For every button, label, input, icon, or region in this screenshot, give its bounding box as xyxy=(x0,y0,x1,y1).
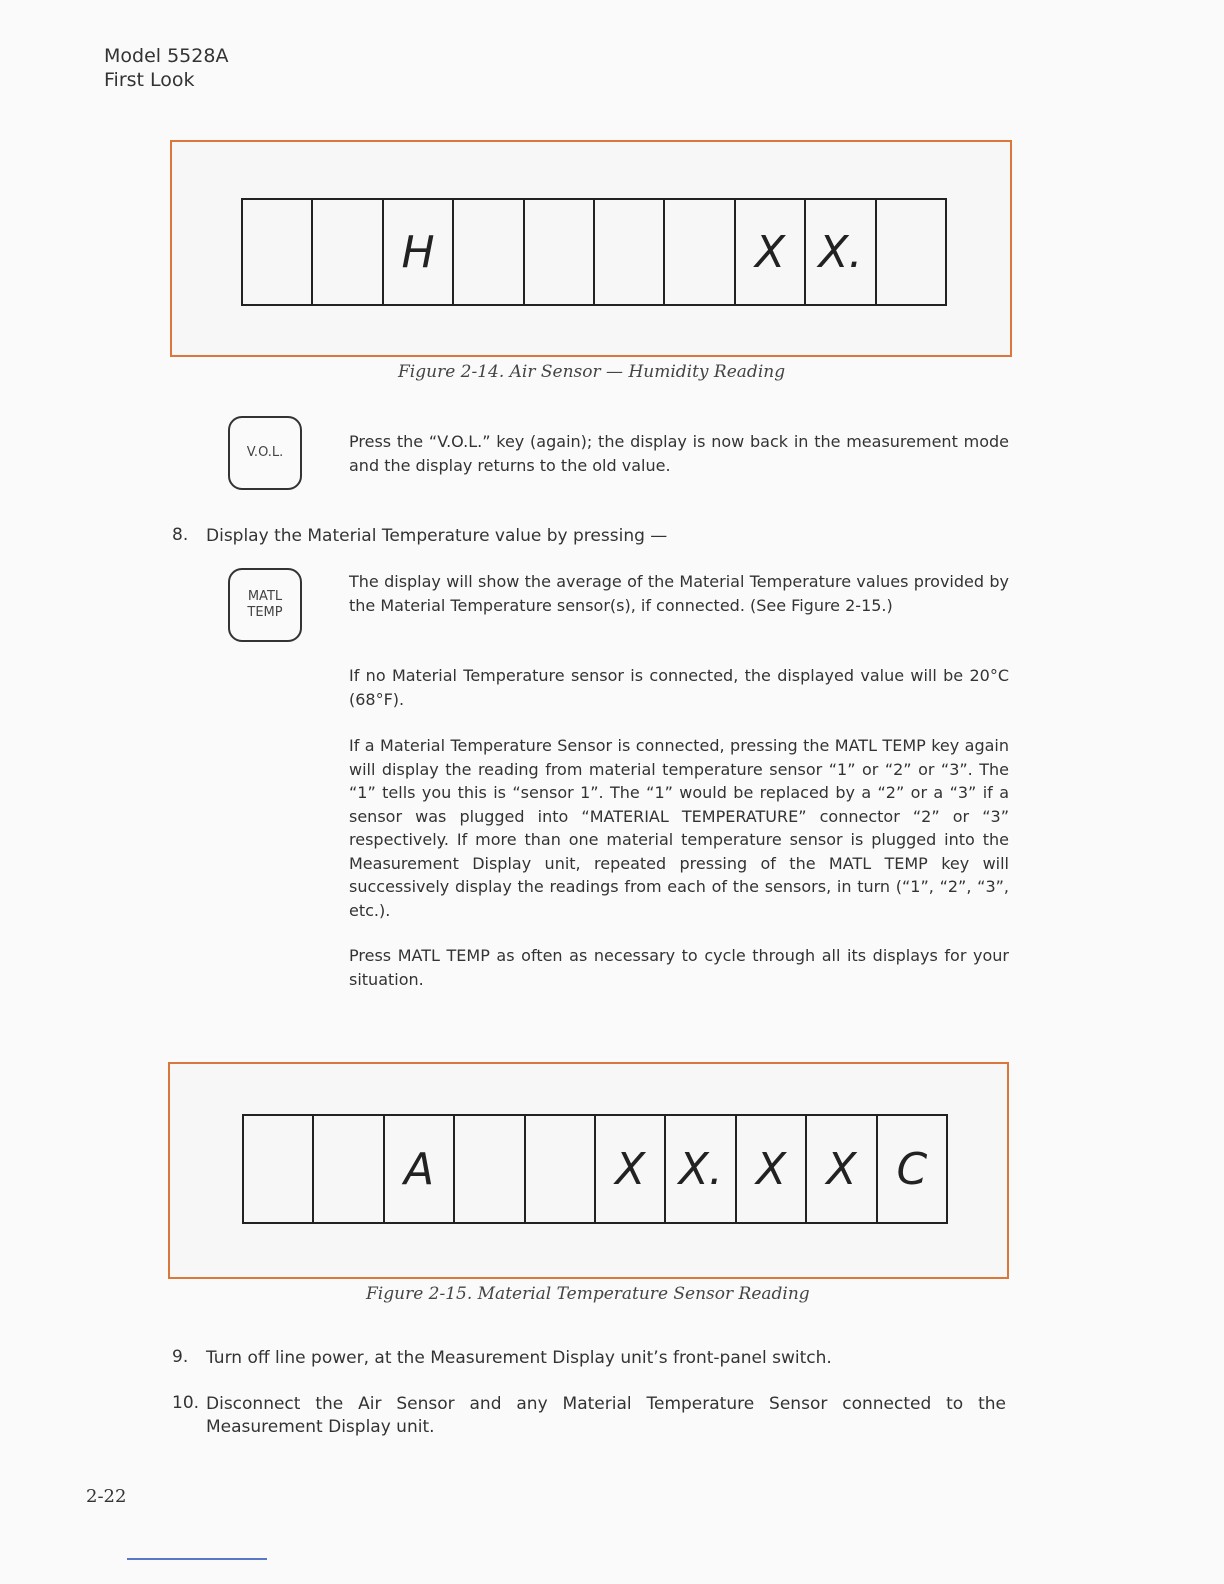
display-digits-humidity xyxy=(241,198,947,306)
step-8-number: 8. xyxy=(172,525,189,545)
matl-temp-key-icon xyxy=(228,568,302,642)
digit-cell: X. xyxy=(666,1116,736,1222)
digit-cell xyxy=(877,200,945,304)
step-9-text: Turn off line power, at the Measurement Display unit’s front-panel switch. xyxy=(206,1348,832,1368)
matl-paragraph-2: If no Material Temperature sensor is connected, the displayed value will be 20°C (68°F). xyxy=(349,666,1009,709)
digit-cell: X xyxy=(807,1116,877,1222)
digit-cell xyxy=(665,200,735,304)
display-digits-material-temp xyxy=(242,1114,948,1224)
header-model: Model 5528A xyxy=(104,45,229,67)
digit-cell xyxy=(243,200,313,304)
digit-cell: A xyxy=(385,1116,455,1222)
figure-2-14-box xyxy=(170,140,1012,357)
digit-cell xyxy=(455,1116,525,1222)
figure-2-14-caption: Figure 2-14. Air Sensor — Humidity Reading xyxy=(398,362,786,382)
matl-paragraph-4: Press MATL TEMP as often as necessary to cycle through all its displays for your situation. xyxy=(349,946,1009,989)
digit-cell xyxy=(244,1116,314,1222)
figure-2-15-caption: Figure 2-15. Material Temperature Sensor Reading xyxy=(366,1284,810,1304)
digit-cell xyxy=(595,200,665,304)
digit-cell: X xyxy=(736,200,806,304)
digit-cell xyxy=(454,200,524,304)
vol-key-label: V.O.L. xyxy=(246,445,284,460)
matl-key-line1: MATL xyxy=(247,589,283,604)
vol-instruction: Press the “V.O.L.” key (again); the display is now back in the measurement mode and the display returns to the old value. xyxy=(349,432,1009,475)
step-10-text: Disconnect the Air Sensor and any Material Temperature Sensor connected to the Measurement Display unit. xyxy=(206,1394,1006,1437)
page-number: 2-22 xyxy=(86,1486,127,1507)
matl-key-line2: TEMP xyxy=(247,605,283,620)
footer-rule xyxy=(127,1558,267,1560)
step-10-number: 10. xyxy=(172,1393,200,1413)
header-section: First Look xyxy=(104,69,195,91)
digit-cell xyxy=(526,1116,596,1222)
digit-cell: C xyxy=(896,1143,928,1195)
step-9-number: 9. xyxy=(172,1347,189,1367)
digit-cell xyxy=(314,1116,384,1222)
matl-paragraph-1: The display will show the average of the Material Temperature values provided by the Material Temperature sensor(s), if connected. (See Figure 2-15.) xyxy=(349,572,1009,615)
step-8-text: Display the Material Temperature value by pressing — xyxy=(206,526,668,546)
digit-cell: X xyxy=(596,1116,666,1222)
digit-cell xyxy=(313,200,383,304)
figure-2-15-box xyxy=(168,1062,1009,1279)
digit-cell: X xyxy=(737,1116,807,1222)
digit-cell: H xyxy=(384,200,454,304)
running-header xyxy=(104,44,228,92)
digit-cell xyxy=(525,200,595,304)
digit-cell: X. xyxy=(806,200,876,304)
matl-paragraph-3: If a Material Temperature Sensor is connected, pressing the MATL TEMP key again will display the reading from material temperature sensor “1” or “2” or “3”. The “1” tells you this is “sensor 1”. The “1” would be replaced by a “2” or a “3” if a sensor was plugged into “MATERIAL TEMPERATURE” connector “2” or “3” respectively. If more than one material temperature sensor is plugged into the Measurement Display unit, repeated pressing of the MATL TEMP key will successively display the readings from each of the sensors, in turn (“1”, “2”, “3”, etc.). xyxy=(349,736,1009,920)
vol-key-icon xyxy=(228,416,302,490)
